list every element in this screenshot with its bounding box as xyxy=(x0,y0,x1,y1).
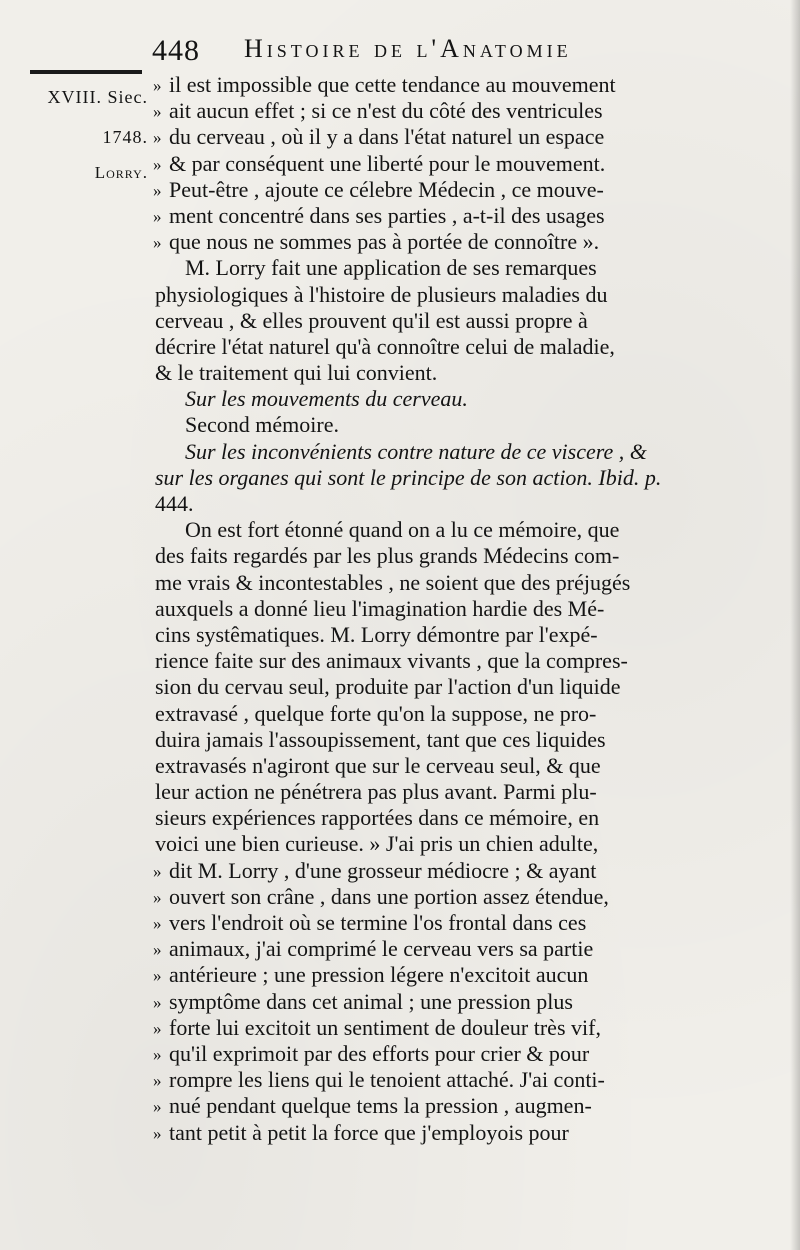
margin-rule xyxy=(30,70,142,74)
line-text: symptôme dans cet animal ; une pression plus xyxy=(169,988,573,1014)
text-line xyxy=(155,151,755,177)
text-line xyxy=(155,936,755,962)
line-text: me vrais & incontestables , ne soient que des préjugés xyxy=(155,569,631,595)
text-line xyxy=(155,1093,755,1119)
line-text: sur les organes qui sont le principe de son action. Ibid. p. xyxy=(155,464,662,490)
line-text: cerveau , & elles prouvent qu'il est aussi propre à xyxy=(155,307,588,333)
line-text: extravasés n'agiront que sur le cerveau seul, & que xyxy=(155,752,601,778)
margin-note xyxy=(20,84,148,110)
line-text: On est fort étonné quand on a lu ce mémoire, que xyxy=(185,517,620,543)
line-text: ment concentré dans ses parties , a-t-il des usages xyxy=(169,202,605,228)
text-line xyxy=(155,674,755,700)
line-text: rience faite sur des animaux vivants , que la compres- xyxy=(155,648,628,674)
text-line xyxy=(155,543,755,569)
line-text: dit M. Lorry , d'une grosseur médiocre ; & ayant xyxy=(169,857,597,883)
quote-mark: » xyxy=(153,861,162,881)
text-line xyxy=(155,1015,755,1041)
line-text: des faits regardés par les plus grands Médecins com- xyxy=(155,543,620,569)
quote-mark: » xyxy=(153,233,162,253)
quote-mark: » xyxy=(153,887,162,907)
line-text: auxquels a donné lieu l'imagination hardie des Mé- xyxy=(155,595,605,621)
line-text: M. Lorry fait une application de ses remarques xyxy=(185,255,597,281)
memoir-title-line xyxy=(155,465,755,491)
page-number: 448 xyxy=(152,34,200,67)
line-text: leur action ne pénétrera pas plus avant. Parmi plu- xyxy=(155,779,597,805)
text-line xyxy=(155,570,755,596)
line-text: qu'il exprimoit par des efforts pour crier & pour xyxy=(169,1040,590,1066)
text-line xyxy=(155,177,755,203)
quote-mark: » xyxy=(153,180,162,200)
line-text: nué pendant quelque tems la pression , augmen- xyxy=(169,1093,592,1119)
line-text: ait aucun effet ; si ce n'est du côté des ventricules xyxy=(169,98,603,124)
quote-mark: » xyxy=(153,128,162,148)
text-line xyxy=(155,334,755,360)
line-text: extravasé , quelque forte qu'on la suppose, ne pro- xyxy=(155,700,597,726)
line-text: décrire l'état naturel qu'à connoître celui de maladie, xyxy=(155,333,615,359)
memoir-subtitle-line xyxy=(155,412,755,438)
margin-century: XVIII. Siec. xyxy=(47,87,148,107)
quote-mark: » xyxy=(153,1044,162,1064)
page-header xyxy=(152,28,752,68)
line-text: animaux, j'ai comprimé le cerveau vers sa partie xyxy=(169,936,594,962)
page-edge-shadow xyxy=(790,0,800,1250)
text-line xyxy=(155,1120,755,1146)
line-text: & le traitement qui lui convient. xyxy=(155,360,438,386)
text-line xyxy=(155,124,755,150)
margin-year: 1748. xyxy=(102,127,148,147)
running-title: Histoire de l'Anatomie xyxy=(244,34,572,63)
line-text: physiologiques à l'histoire de plusieurs maladies du xyxy=(155,281,608,307)
quote-mark: » xyxy=(153,76,162,95)
quote-mark: » xyxy=(153,1097,162,1117)
text-line xyxy=(155,1041,755,1067)
text-line xyxy=(155,229,755,255)
line-text: 444. xyxy=(155,491,194,516)
margin-author: Lorry. xyxy=(94,163,148,182)
text-line xyxy=(155,203,755,229)
line-text: sieurs expériences rapportées dans ce mémoire, en xyxy=(155,805,600,831)
quote-mark: » xyxy=(153,992,162,1012)
line-text: cins systêmatiques. M. Lorry démontre par l'expé- xyxy=(155,621,598,647)
line-text: voici une bien curieuse. » J'ai pris un chien adulte, xyxy=(155,831,599,857)
text-line xyxy=(155,648,755,674)
quote-mark: » xyxy=(153,1071,162,1091)
quote-mark: » xyxy=(153,154,162,174)
quote-mark: » xyxy=(153,102,162,122)
line-text: il est impossible que cette tendance au mouvement xyxy=(169,72,616,97)
line-text: rompre les liens qui le tenoient attaché. J'ai conti- xyxy=(169,1067,605,1093)
line-text: vers l'endroit où se termine l'os frontal dans ces xyxy=(169,910,587,935)
text-line xyxy=(155,622,755,648)
text-line xyxy=(155,360,755,386)
line-text: Sur les mouvements du cerveau. xyxy=(185,386,468,412)
margin-note xyxy=(20,124,148,150)
text-line xyxy=(155,282,755,308)
line-text: tant petit à petit la force que j'employois pour xyxy=(169,1119,569,1145)
text-line xyxy=(155,858,755,884)
text-line xyxy=(155,910,755,936)
body-text xyxy=(155,72,755,1146)
quote-mark: » xyxy=(153,966,162,986)
quote-mark: » xyxy=(153,914,162,933)
text-line xyxy=(155,701,755,727)
memoir-title-line xyxy=(155,386,755,412)
line-text: ouvert son crâne , dans une portion assez étendue, xyxy=(169,883,609,909)
text-line xyxy=(155,255,755,281)
line-text: antérieure ; une pression légere n'excitoit aucun xyxy=(169,962,589,988)
margin-note xyxy=(20,160,148,186)
text-line xyxy=(155,727,755,753)
quote-mark: » xyxy=(153,206,162,226)
text-line xyxy=(155,805,755,831)
line-text: que nous ne sommes pas à portée de connoître ». xyxy=(169,229,600,255)
text-line xyxy=(155,884,755,910)
text-line xyxy=(155,72,755,98)
quote-mark: » xyxy=(153,1018,162,1038)
line-text: duira jamais l'assoupissement, tant que ces liquides xyxy=(155,726,606,752)
quote-mark: » xyxy=(153,1123,162,1143)
text-line xyxy=(155,831,755,857)
line-text: Second mémoire. xyxy=(185,412,339,438)
text-line xyxy=(155,962,755,988)
text-line xyxy=(155,491,755,517)
line-text: du cerveau , où il y a dans l'état naturel un espace xyxy=(169,124,605,150)
text-line xyxy=(155,596,755,622)
line-text: sion du cervau seul, produite par l'action d'un liquide xyxy=(155,674,621,700)
quote-mark: » xyxy=(153,940,162,960)
line-text: forte lui excitoit un sentiment de douleur très vif, xyxy=(169,1014,601,1040)
text-line xyxy=(155,98,755,124)
text-line xyxy=(155,753,755,779)
text-line xyxy=(155,1067,755,1093)
text-line xyxy=(155,308,755,334)
line-text: Peut-être , ajoute ce célebre Médecin , ce mouve- xyxy=(169,176,604,202)
memoir-title-line xyxy=(155,439,755,465)
line-text: & par conséquent une liberté pour le mouvement. xyxy=(169,150,606,176)
text-line xyxy=(155,779,755,805)
text-line xyxy=(155,517,755,543)
text-line xyxy=(155,989,755,1015)
line-text: Sur les inconvénients contre nature de ce viscere , & xyxy=(185,438,647,464)
